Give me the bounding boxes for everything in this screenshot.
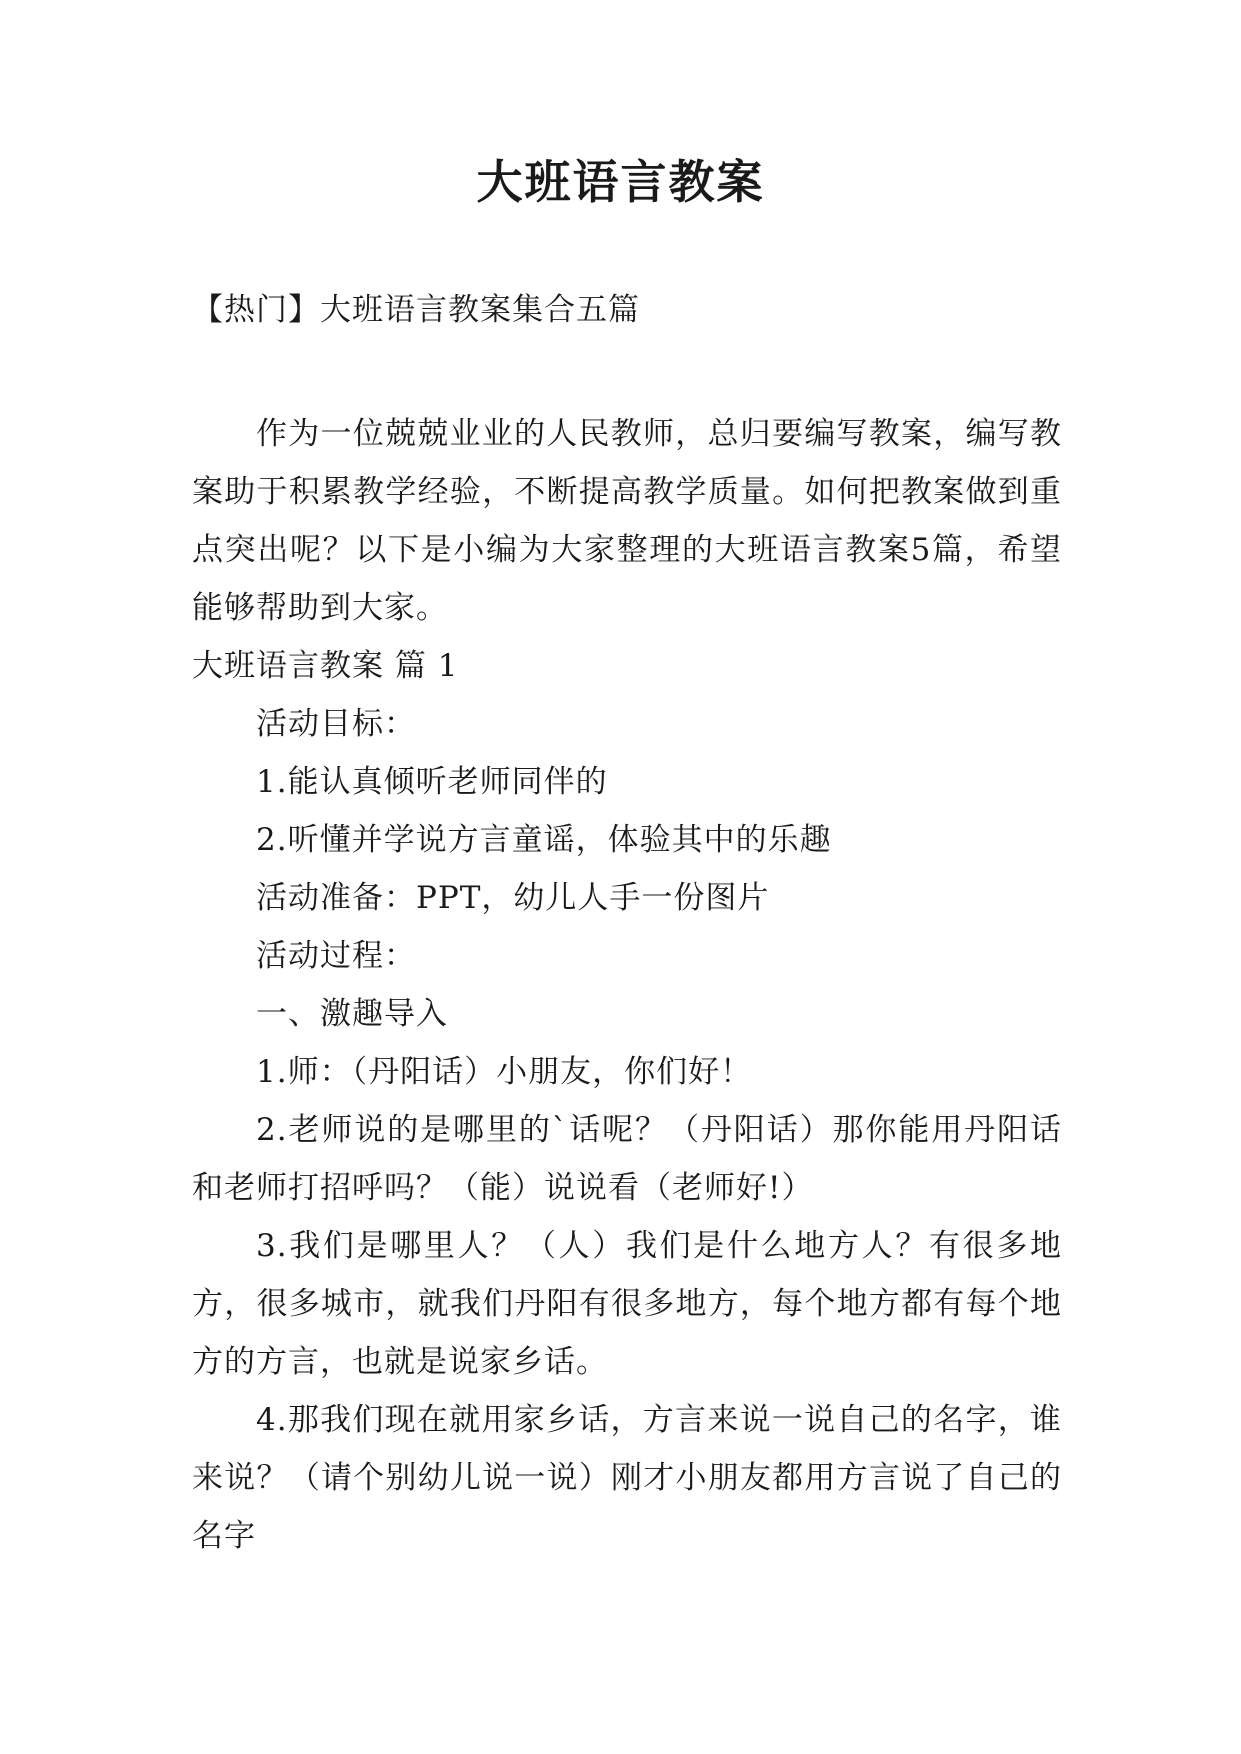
paragraph-step-1: 1.师：（丹阳话）小朋友，你们好！	[256, 1054, 753, 1090]
document-title: 大班语言教案	[476, 155, 765, 209]
paragraph-step-heading: 一、激趣导入	[256, 996, 448, 1032]
paragraph-goal-2: 2.听懂并学说方言童谣，体验其中的乐趣	[256, 822, 832, 858]
paragraph-intro: 作为一位兢兢业业的人民教师，总归要编写教案，编写教案助于积累教学经验，不断提高教学质量。如何把教案做到重点突出呢？以下是小编为大家整理的大班语言教案5篇，希望能够帮助到大家。	[192, 416, 1062, 626]
paragraph-preparation: 活动准备：PPT，幼儿人手一份图片	[256, 880, 770, 916]
document-body	[192, 405, 1062, 1565]
paragraph-step-4: 4.那我们现在就用家乡话，方言来说一说自己的名字，谁来说？（请个别幼儿说一说）刚才小朋友都用方言说了自己的名字	[192, 1402, 1062, 1554]
paragraph-step-3: 3.我们是哪里人？（人）我们是什么地方人？有很多地方，很多城市，就我们丹阳有很多地方，每个地方都有每个地方的方言，也就是说家乡话。	[192, 1228, 1062, 1380]
paragraph-process-heading: 活动过程：	[256, 938, 416, 974]
section-heading: 大班语言教案 篇 1	[192, 648, 459, 684]
paragraph-goal-1: 1.能认真倾听老师同伴的	[256, 764, 608, 800]
paragraph-goals-heading: 活动目标：	[256, 706, 416, 742]
paragraph-step-2: 2.老师说的是哪里的`话呢？（丹阳话）那你能用丹阳话和老师打招呼吗？（能）说说看（老师好!）	[192, 1112, 1062, 1206]
document-subtitle: 【热门】大班语言教案集合五篇	[192, 292, 640, 328]
